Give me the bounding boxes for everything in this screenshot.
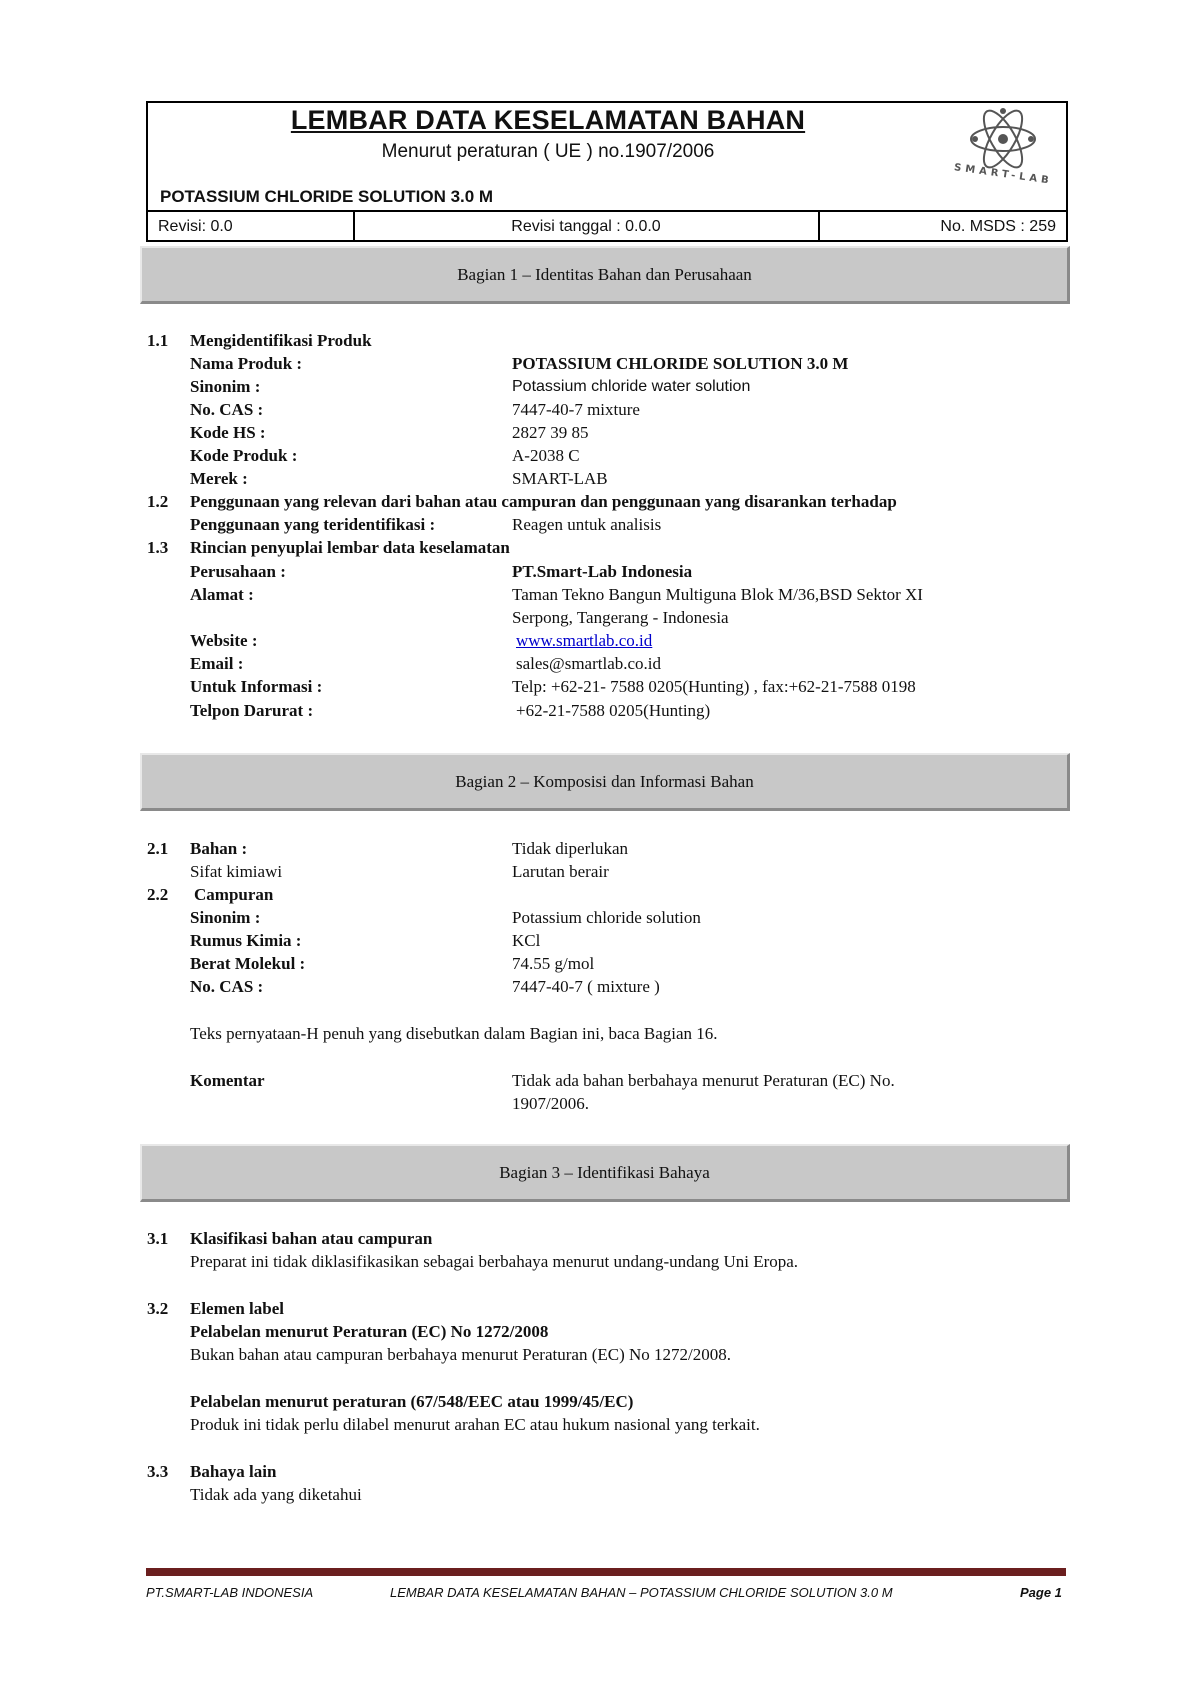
section-2-2-title: Campuran (194, 885, 274, 904)
website-label: Website : (190, 631, 258, 650)
berat-molekul-label: Berat Molekul : (190, 954, 306, 973)
section-1-1-number: 1.1 (147, 331, 169, 350)
campuran-sinonim-label: Sinonim : (190, 908, 261, 927)
section-1-header: Bagian 1 – Identitas Bahan dan Perusahaan (140, 246, 1070, 304)
komentar-line-2: 1907/2006. (512, 1094, 589, 1113)
section-3-2-subtitle-2: Pelabelan menurut peraturan (67/548/EEC atau 1999/45/EC) (190, 1392, 634, 1411)
kode-produk-value: A-2038 C (512, 446, 580, 465)
alamat-line-1: Taman Tekno Bangun Multiguna Blok M/36,BSD Sektor XI (512, 585, 923, 604)
section-3-2-text-1: Bukan bahan atau campuran berbahaya menurut Peraturan (EC) No 1272/2008. (190, 1345, 731, 1364)
penggunaan-label: Penggunaan yang teridentifikasi : (190, 515, 436, 534)
nama-produk-label: Nama Produk : (190, 354, 303, 373)
rumus-kimia-value: KCl (512, 931, 541, 950)
telpon-darurat-label: Telpon Darurat : (190, 701, 314, 720)
campuran-no-cas-label: No. CAS : (190, 977, 264, 996)
komentar-line-1: Tidak ada bahan berbahaya menurut Peraturan (EC) No. (512, 1071, 895, 1090)
komentar-label: Komentar (190, 1071, 265, 1090)
sifat-kimiawi-label: Sifat kimiawi (190, 862, 283, 881)
footer-rule (146, 1568, 1066, 1576)
smartlab-logo-icon (953, 105, 1063, 189)
section-3-1-title: Klasifikasi bahan atau campuran (190, 1229, 433, 1248)
section-1-2-title: Penggunaan yang relevan dari bahan atau campuran dan penggunaan yang disarankan terhadap (190, 492, 897, 511)
section-1-3-title: Rincian penyuplai lembar data keselamatan (190, 538, 510, 557)
section-3-3-number: 3.3 (147, 1462, 169, 1481)
section-3-header: Bagian 3 – Identifikasi Bahaya (140, 1144, 1070, 1202)
revisi-tanggal-field: Revisi tanggal : 0.0.0 (511, 218, 661, 235)
email-label: Email : (190, 654, 244, 673)
revisi-field: Revisi: 0.0 (158, 218, 233, 235)
section-3-1-number: 3.1 (147, 1229, 169, 1248)
sinonim-label: Sinonim : (190, 377, 261, 396)
kode-hs-label: Kode HS : (190, 423, 266, 442)
untuk-informasi-label: Untuk Informasi : (190, 677, 323, 696)
rumus-kimia-label: Rumus Kimia : (190, 931, 302, 950)
sinonim-value: Potassium chloride water solution (512, 378, 751, 395)
footer-document-title: LEMBAR DATA KESELAMATAN BAHAN – POTASSIUM CHLORIDE SOLUTION 3.0 M (390, 1585, 893, 1600)
footer-company: PT.SMART-LAB INDONESIA (146, 1585, 314, 1600)
section-2-2-number: 2.2 (147, 885, 169, 904)
document-title: LEMBAR DATA KESELAMATAN BAHAN (290, 105, 806, 135)
perusahaan-value: PT.Smart-Lab Indonesia (512, 562, 693, 581)
campuran-no-cas-value: 7447-40-7 ( mixture ) (512, 977, 660, 996)
section-3-3-title: Bahaya lain (190, 1462, 277, 1481)
section-3-1-text: Preparat ini tidak diklasifikasikan sebagai berbahaya menurut undang-undang Uni Eropa. (190, 1252, 799, 1271)
footer-page-number: Page 1 (1020, 1585, 1062, 1600)
header-product-name: POTASSIUM CHLORIDE SOLUTION 3.0 M (160, 187, 494, 206)
perusahaan-label: Perusahaan : (190, 562, 286, 581)
kode-hs-value: 2827 39 85 (512, 423, 589, 442)
email-value: sales@smartlab.co.id (516, 654, 662, 673)
berat-molekul-value: 74.55 g/mol (512, 954, 595, 973)
kode-produk-label: Kode Produk : (190, 446, 298, 465)
penggunaan-value: Reagen untuk analisis (512, 515, 662, 534)
alamat-label: Alamat : (190, 585, 254, 604)
no-msds-field: No. MSDS : 259 (940, 218, 1056, 235)
section-2-1-number: 2.1 (147, 839, 169, 858)
h-statement-note: Teks pernyataan-H penuh yang disebutkan dalam Bagian ini, baca Bagian 16. (190, 1024, 718, 1043)
website-link-text[interactable]: www.smartlab.co.id (516, 631, 653, 650)
nama-produk-value: POTASSIUM CHLORIDE SOLUTION 3.0 M (512, 354, 849, 373)
bahan-value: Tidak diperlukan (512, 839, 629, 858)
section-3-2-subtitle-1: Pelabelan menurut Peraturan (EC) No 1272/2008 (190, 1322, 549, 1341)
section-3-3-text: Tidak ada yang diketahui (190, 1485, 362, 1504)
section-1-1-title: Mengidentifikasi Produk (190, 331, 372, 350)
section-3-2-number: 3.2 (147, 1299, 169, 1318)
untuk-informasi-value: Telp: +62-21- 7588 0205(Hunting) , fax:+62-21-7588 0198 (512, 677, 916, 696)
bahan-label: Bahan : (190, 839, 248, 858)
alamat-line-2: Serpong, Tangerang - Indonesia (512, 608, 729, 627)
merek-label: Merek : (190, 469, 248, 488)
header-cell-divider (818, 210, 820, 240)
section-3-2-title: Elemen label (190, 1299, 284, 1318)
website-link[interactable] (516, 630, 652, 652)
document-header (146, 101, 1068, 242)
document-subtitle: Menurut peraturan ( UE ) no.1907/2006 (381, 141, 715, 162)
sifat-kimiawi-value: Larutan berair (512, 862, 609, 881)
telpon-darurat-value: +62-21-7588 0205(Hunting) (516, 701, 711, 720)
logo-text: SMART-LAB (953, 162, 1054, 187)
merek-value: SMART-LAB (512, 469, 608, 488)
section-1-2-number: 1.2 (147, 492, 169, 511)
section-2-header: Bagian 2 – Komposisi dan Informasi Bahan (140, 753, 1070, 811)
section-3-2-text-2: Produk ini tidak perlu dilabel menurut arahan EC atau hukum nasional yang terkait. (190, 1415, 760, 1434)
campuran-sinonim-value: Potassium chloride solution (512, 908, 701, 927)
section-1-3-number: 1.3 (147, 538, 169, 557)
no-cas-value: 7447-40-7 mixture (512, 400, 640, 419)
no-cas-label: No. CAS : (190, 400, 264, 419)
